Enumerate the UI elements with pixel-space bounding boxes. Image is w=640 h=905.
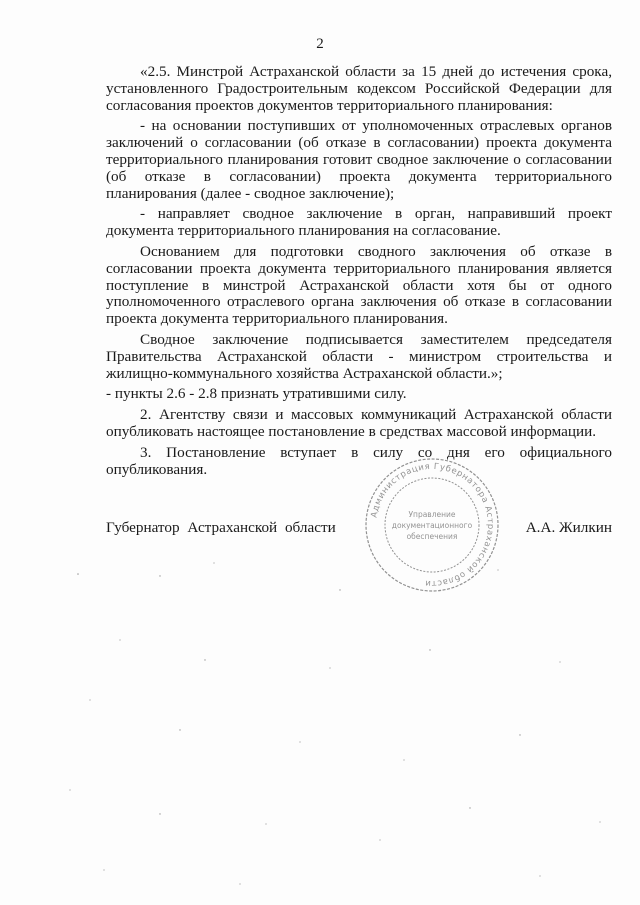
paragraph-bullet-1: - на основании поступивших от уполномоченных отраслевых органов заключений о согласовании (об отказе в согласовании) проекта документа территориального планирования готовит сводное заключение о согласовании (об отказе в согласовании) проекта документа территориального планирования (далее - сводное заключение);	[106, 117, 612, 202]
paragraph-signing: Сводное заключение подписывается заместителем председателя Правительства Астраханской области - министром строительства и жилищно-коммунального хозяйства Астраханской области.»;	[106, 330, 612, 382]
signatory-name: А.А. Жилкин	[525, 519, 612, 536]
paragraph-item-2: 2. Агентству связи и массовых коммуникаций Астраханской области опубликовать настоящее постановление в средствах массовой информации.	[106, 406, 612, 440]
paragraph-item-3: 3. Постановление вступает в силу со дня его официального опубликования.	[106, 443, 612, 478]
signatory-title: Губернатор Астраханской области	[106, 519, 336, 536]
stamp-inner-line-1: Управление	[408, 510, 456, 519]
stamp-inner-line-3: обеспечения	[406, 532, 458, 541]
seal-stamp	[362, 455, 502, 595]
document-body	[106, 64, 612, 482]
paragraph-repeal: - пункты 2.6 - 2.8 признать утратившими силу.	[106, 385, 407, 403]
stamp-inner-line-2: документационного	[391, 521, 473, 530]
paragraph-basis: Основанием для подготовки сводного заключения об отказе в согласовании проекта документа территориального планирования является поступление в минстрой Астраханской области хотя бы от одного уполномоченного отраслевого органа заключения об отказе в согласовании проекта документа территориального планирования.	[106, 242, 612, 328]
paragraph-2-5: «2.5. Минстрой Астраханской области за 15 дней до истечения срока, установленного Градостроительным кодексом Российской Федерации для согласования проектов документов территориального планирования:	[106, 63, 612, 114]
paragraph-bullet-2: - направляет сводное заключение в орган, направивший проект документа территориального планирования на согласование.	[106, 205, 612, 240]
stamp-outer-text: Администрация Губернатора Астраханской области	[369, 461, 496, 589]
page-number: 2	[316, 36, 324, 52]
